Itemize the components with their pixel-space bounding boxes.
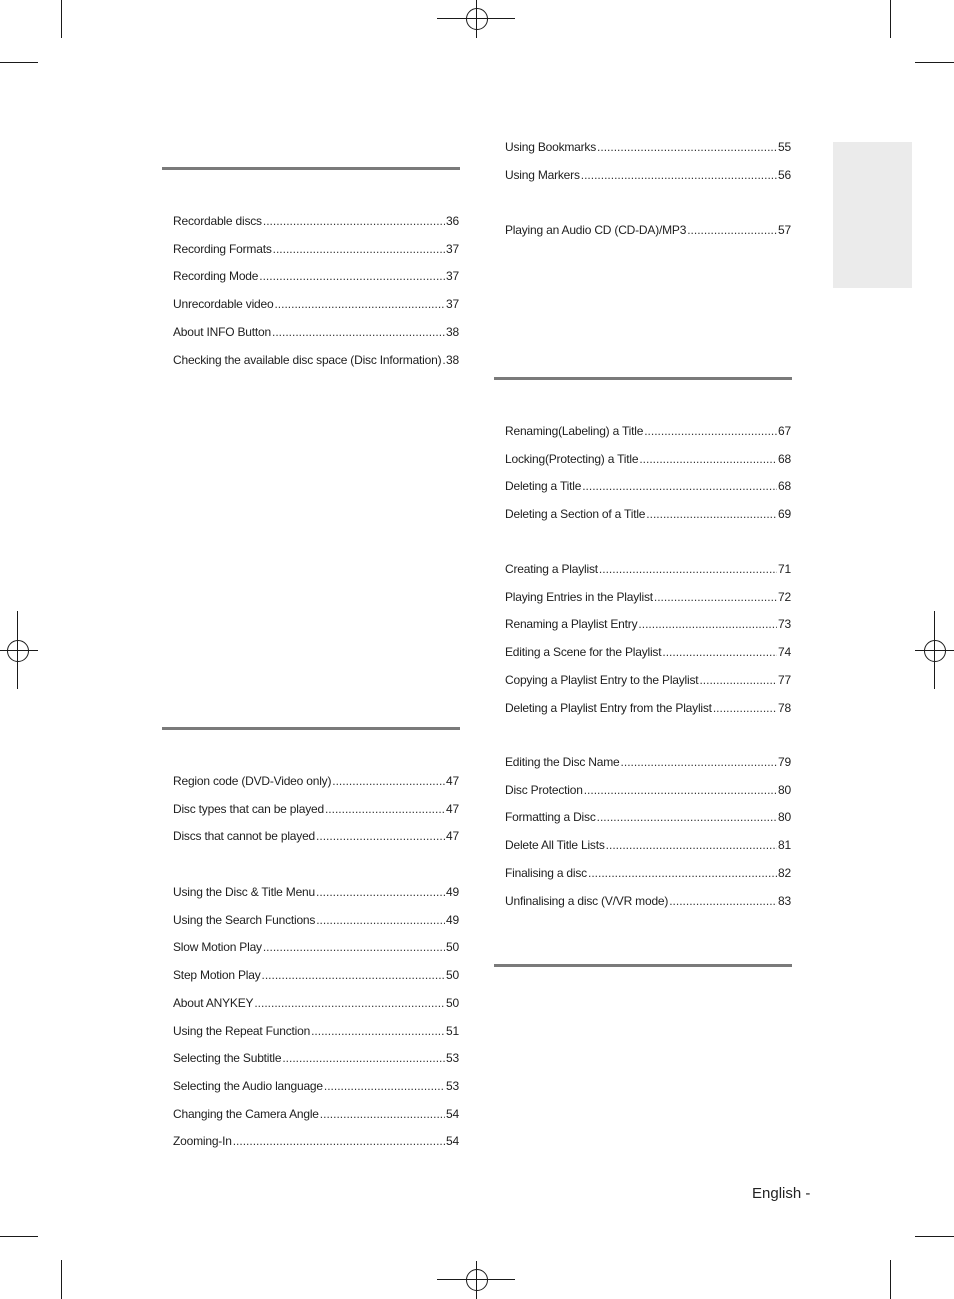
toc-entry-page-number: 36	[446, 214, 459, 228]
toc-entry	[505, 590, 791, 604]
dot-leader	[582, 479, 777, 493]
toc-entry-title: Using Markers	[505, 167, 580, 182]
toc-entry-title: Unfinalising a disc (V/VR mode)	[505, 893, 669, 908]
toc-entry	[505, 755, 791, 769]
toc-entry	[173, 829, 459, 843]
toc-entry-title: Disc types that can be played	[173, 801, 324, 816]
toc-entry-title: Finalising a disc	[505, 865, 587, 880]
toc-entry-page-number: 68	[778, 451, 791, 466]
toc-entry-page-number: 49	[446, 885, 459, 899]
section-divider	[494, 964, 792, 967]
registration-circle	[7, 640, 29, 662]
toc-entry	[505, 507, 791, 521]
toc-entry-page-number: 50	[446, 995, 459, 1010]
toc-entry	[505, 783, 791, 797]
toc-entry-page-number: 73	[778, 617, 791, 632]
page-footer-language: English -	[752, 1185, 811, 1202]
toc-entry-page-number: 74	[778, 645, 791, 660]
toc-entry-page-number: 81	[778, 838, 791, 853]
toc-entry	[173, 885, 459, 899]
toc-entry	[173, 1024, 459, 1038]
toc-entry-title: Deleting a Playlist Entry from the Playlist	[505, 700, 712, 715]
toc-entry-title: Recording Formats	[173, 241, 272, 256]
dot-leader	[233, 1134, 445, 1148]
toc-entry	[505, 617, 791, 631]
toc-entry	[173, 214, 459, 228]
dot-leader	[597, 140, 777, 154]
toc-entry-page-number: 47	[446, 829, 459, 844]
toc-entry-title: Using Bookmarks	[505, 140, 597, 154]
toc-entry	[505, 701, 791, 715]
toc-entry	[505, 562, 791, 576]
dot-leader	[699, 673, 777, 687]
toc-entry-title: Creating a Playlist	[505, 562, 598, 576]
dot-leader	[654, 590, 777, 604]
registration-circle	[466, 8, 488, 30]
toc-entry-page-number: 77	[778, 672, 791, 687]
toc-entry	[505, 452, 791, 466]
toc-entry-title: Renaming a Playlist Entry	[505, 617, 638, 632]
crop-mark	[0, 1236, 38, 1237]
toc-entry-page-number: 67	[778, 424, 791, 438]
toc-entry-title: Changing the Camera Angle	[173, 1106, 319, 1121]
toc-entry-page-number: 68	[778, 479, 791, 494]
crop-mark	[61, 1260, 62, 1299]
toc-entry-title: Deleting a Section of a Title	[505, 507, 646, 522]
toc-entry-page-number: 37	[446, 297, 459, 312]
toc-entry-page-number: 38	[446, 352, 459, 367]
dot-leader	[638, 617, 777, 631]
dot-leader	[316, 829, 445, 843]
toc-entry	[505, 810, 791, 824]
toc-entry-title: Formatting a Disc	[505, 810, 596, 825]
toc-entry	[505, 140, 791, 154]
dot-leader	[662, 645, 777, 659]
toc-entry	[173, 1079, 459, 1093]
dot-leader	[581, 168, 777, 182]
toc-entry-page-number: 71	[778, 562, 791, 576]
toc-entry-title: Playing Entries in the Playlist	[505, 589, 653, 604]
toc-entry-page-number: 69	[778, 507, 791, 522]
toc-entry	[173, 774, 459, 788]
chapter-tab	[833, 142, 912, 288]
toc-entry-page-number: 54	[446, 1106, 459, 1121]
toc-entry	[505, 479, 791, 493]
section-divider	[162, 167, 460, 170]
dot-leader	[621, 755, 778, 769]
toc-entry-page-number: 53	[446, 1078, 459, 1093]
toc-entry-page-number: 79	[778, 755, 791, 769]
dot-leader	[311, 1024, 445, 1038]
toc-entry-page-number: 57	[778, 223, 791, 237]
toc-entry-title: Renaming(Labeling) a Title	[505, 424, 644, 438]
toc-entry-title: About ANYKEY	[173, 995, 254, 1010]
dot-leader	[588, 866, 777, 880]
crop-mark	[915, 1236, 954, 1237]
dot-leader	[316, 913, 445, 927]
toc-entry	[173, 353, 459, 367]
toc-entry-title: Unrecordable video	[173, 297, 274, 312]
dot-leader	[325, 802, 445, 816]
dot-leader	[597, 810, 777, 824]
crop-mark	[890, 1260, 891, 1299]
toc-entry-page-number: 49	[446, 912, 459, 927]
dot-leader	[263, 214, 445, 228]
dot-leader	[606, 838, 777, 852]
toc-entry	[173, 1051, 459, 1065]
toc-entry	[173, 297, 459, 311]
registration-circle	[466, 1269, 488, 1291]
toc-entry	[505, 223, 791, 237]
toc-entry-page-number: 47	[446, 774, 459, 788]
toc-entry-title: Delete All Title Lists	[505, 838, 605, 853]
toc-entry-title: Locking(Protecting) a Title	[505, 451, 639, 466]
toc-entry-title: Recording Mode	[173, 269, 259, 284]
toc-entry-page-number: 55	[778, 140, 791, 154]
toc-entry-page-number: 80	[778, 810, 791, 825]
toc-entry-page-number: 38	[446, 324, 459, 339]
toc-entry-page-number: 37	[446, 269, 459, 284]
toc-entry	[505, 168, 791, 182]
toc-entry-page-number: 47	[446, 801, 459, 816]
toc-entry-page-number: 53	[446, 1051, 459, 1066]
toc-entry	[505, 866, 791, 880]
dot-leader	[442, 353, 445, 367]
toc-entry	[173, 996, 459, 1010]
toc-entry-title: Discs that cannot be played	[173, 829, 316, 844]
toc-entry-title: Region code (DVD-Video only)	[173, 774, 332, 788]
toc-entry-title: Using the Disc & Title Menu	[173, 885, 315, 899]
registration-circle	[924, 640, 946, 662]
toc-entry-page-number: 51	[446, 1023, 459, 1038]
dot-leader	[599, 562, 777, 576]
toc-entry	[173, 940, 459, 954]
dot-leader	[669, 894, 777, 908]
toc-entry-title: Recordable discs	[173, 214, 262, 228]
toc-entry	[505, 424, 791, 438]
toc-entry-title: About INFO Button	[173, 324, 271, 339]
dot-leader	[644, 424, 777, 438]
toc-entry-page-number: 50	[446, 940, 459, 955]
toc-entry	[173, 242, 459, 256]
toc-entry	[173, 1107, 459, 1121]
crop-mark	[0, 62, 38, 63]
toc-entry-title: Disc Protection	[505, 782, 583, 797]
toc-entry	[505, 645, 791, 659]
dot-leader	[713, 701, 777, 715]
toc-entry-page-number: 37	[446, 241, 459, 256]
toc-entry-title: Using the Search Functions	[173, 912, 316, 927]
toc-entry	[173, 802, 459, 816]
toc-entry	[505, 838, 791, 852]
dot-leader	[639, 452, 777, 466]
dot-leader	[254, 996, 445, 1010]
toc-entry-page-number: 83	[778, 893, 791, 908]
toc-entry-title: Editing a Scene for the Playlist	[505, 645, 662, 660]
crop-mark	[61, 0, 62, 38]
toc-entry-title: Slow Motion Play	[173, 940, 262, 955]
section-divider	[494, 377, 792, 380]
toc-entry-title: Using the Repeat Function	[173, 1023, 311, 1038]
toc-entry-page-number: 50	[446, 968, 459, 983]
dot-leader	[282, 1051, 445, 1065]
toc-entry	[505, 673, 791, 687]
crop-mark	[890, 0, 891, 38]
dot-leader	[324, 1079, 445, 1093]
crop-mark	[915, 62, 954, 63]
dot-leader	[272, 325, 445, 339]
toc-entry-page-number: 72	[778, 589, 791, 604]
dot-leader	[320, 1107, 445, 1121]
toc-entry-title: Step Motion Play	[173, 968, 261, 983]
dot-leader	[646, 507, 777, 521]
toc-entry-title: Editing the Disc Name	[505, 755, 620, 769]
dot-leader	[274, 297, 445, 311]
toc-entry	[173, 325, 459, 339]
toc-entry-title: Selecting the Subtitle	[173, 1051, 282, 1066]
toc-entry-title: Selecting the Audio language	[173, 1078, 323, 1093]
toc-entry-page-number: 78	[778, 700, 791, 715]
dot-leader	[332, 774, 445, 788]
toc-entry	[173, 968, 459, 982]
dot-leader	[316, 885, 445, 899]
toc-entry-page-number: 82	[778, 865, 791, 880]
toc-entry-page-number: 54	[446, 1134, 459, 1149]
toc-entry-page-number: 56	[778, 167, 791, 182]
toc-entry	[173, 913, 459, 927]
dot-leader	[263, 940, 445, 954]
toc-entry-title: Playing an Audio CD (CD-DA)/MP3	[505, 223, 687, 237]
toc-entry-title: Zooming-In	[173, 1134, 232, 1149]
dot-leader	[262, 968, 446, 982]
toc-entry-title: Copying a Playlist Entry to the Playlist	[505, 672, 699, 687]
toc-entry	[173, 1134, 459, 1148]
section-divider	[162, 727, 460, 730]
toc-entry-title: Checking the available disc space (Disc Information)	[173, 352, 442, 367]
dot-leader	[259, 269, 445, 283]
dot-leader	[273, 242, 445, 256]
toc-entry-title: Deleting a Title	[505, 479, 582, 494]
toc-entry	[173, 269, 459, 283]
toc-entry-page-number: 80	[778, 782, 791, 797]
dot-leader	[687, 223, 777, 237]
toc-entry	[505, 894, 791, 908]
dot-leader	[584, 783, 777, 797]
